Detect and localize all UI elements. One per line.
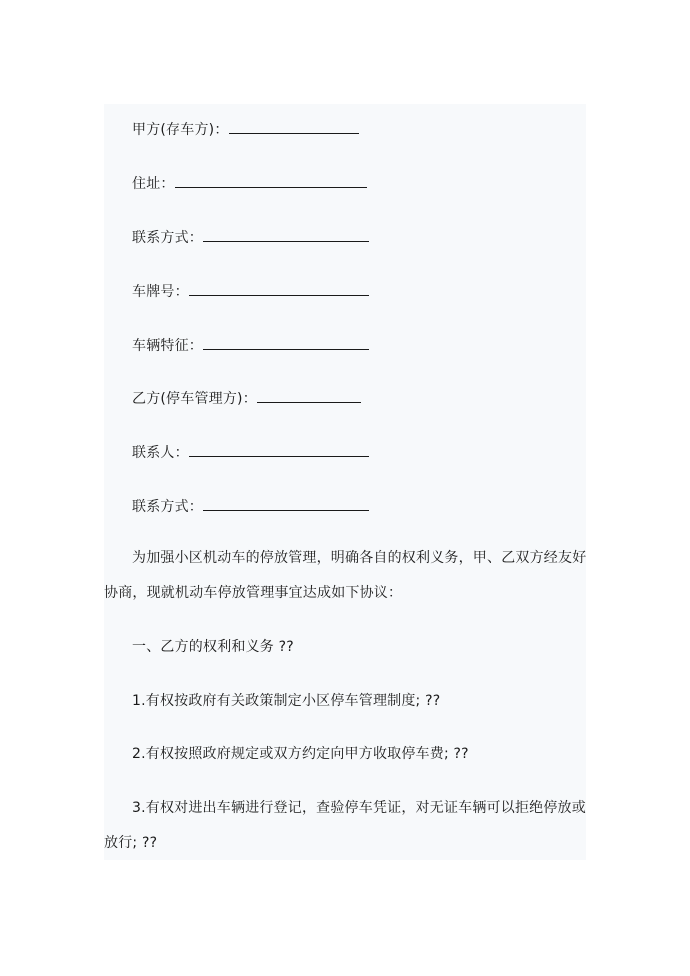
plate-number-field — [132, 280, 369, 302]
vehicle-features-label: 车辆特征： — [132, 338, 203, 354]
party-b-blank[interactable] — [257, 387, 361, 403]
intro-line-1: 为加强小区机动车的停放管理，明确各自的权利义务，甲、乙双方经友好 — [132, 550, 587, 566]
party-a-field — [132, 118, 359, 140]
vehicle-features-field — [132, 334, 369, 356]
section-1-item-3-line-2: 放行; ?? — [104, 835, 158, 851]
contact-person-label: 联系人： — [132, 445, 189, 461]
party-b-field — [132, 387, 361, 409]
party-b-contact-field — [132, 495, 369, 517]
section-1-item-3-line-1: 3.有权对进出车辆进行登记，查验停车凭证，对无证车辆可以拒绝停放或 — [132, 800, 586, 816]
party-a-contact-label: 联系方式： — [132, 230, 203, 246]
section-1-item-2: 2.有权按照政府规定或双方约定向甲方收取停车费; ?? — [132, 746, 469, 762]
address-label: 住址： — [132, 176, 175, 192]
party-b-label: 乙方(停车管理方)： — [132, 391, 257, 407]
plate-number-label: 车牌号： — [132, 284, 189, 300]
address-field — [132, 172, 367, 194]
section-1-heading: 一、乙方的权利和义务 ?? — [132, 639, 294, 655]
plate-number-blank[interactable] — [189, 280, 369, 296]
address-blank[interactable] — [175, 172, 367, 188]
party-a-label: 甲方(存车方)： — [132, 122, 229, 138]
party-a-contact-field — [132, 226, 369, 248]
party-b-contact-label: 联系方式： — [132, 499, 203, 515]
party-a-contact-blank[interactable] — [203, 226, 369, 242]
party-b-contact-blank[interactable] — [203, 495, 369, 511]
party-a-blank[interactable] — [229, 118, 359, 134]
contact-person-blank[interactable] — [189, 441, 369, 457]
intro-line-2: 协商，现就机动车停放管理事宜达成如下协议： — [104, 585, 403, 601]
section-1-item-1: 1.有权按政府有关政策制定小区停车管理制度; ?? — [132, 693, 441, 709]
contact-person-field — [132, 441, 369, 463]
vehicle-features-blank[interactable] — [203, 334, 369, 350]
